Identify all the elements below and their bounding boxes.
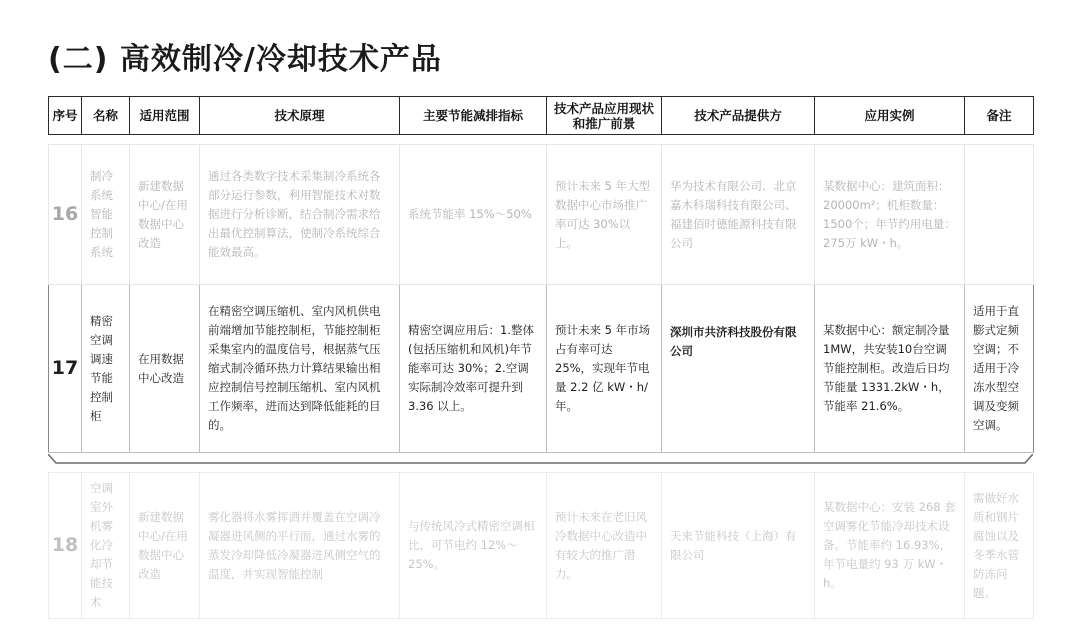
row-no: 16	[49, 145, 82, 285]
row-name: 制冷系统智能控制系统	[82, 145, 130, 285]
header-name: 名称	[82, 97, 130, 135]
row-scope: 新建数据中心/在用数据中心改造	[130, 473, 200, 619]
row-no: 17	[49, 285, 82, 453]
row-principle: 通过各类数字技术采集制冷系统各部分运行参数，利用智能技术对数据进行分析诊断，结合制冷需求给出最优控制算法，使制冷系统综合能效最高。	[200, 145, 400, 285]
row-example: 某数据中心：建筑面积：20000m²；机柜数量：1500个；年节约用电量：275万 kW・h。	[815, 145, 965, 285]
row-example: 某数据中心：安装 268 套空调雾化节能冷却技术设备。节能率约 16.93%，年节电量约 93 万 kW・h。	[815, 473, 965, 619]
row-scope: 在用数据中心改造	[130, 285, 200, 453]
product-table	[48, 96, 1034, 619]
row-provider: 天来节能科技（上海）有限公司	[662, 473, 815, 619]
table-row	[49, 473, 1034, 619]
header-principle: 技术原理	[200, 97, 400, 135]
page-title: (二) 高效制冷/冷却技术产品	[48, 42, 442, 77]
header-no: 序号	[49, 97, 82, 135]
row-principle: 在精密空调压缩机、室内风机供电前端增加节能控制柜，节能控制柜采集室内的温度信号，根据蒸气压缩式制冷循环热力计算结果输出相应控制信号控制压缩机、室内风机工作频率，进而达到降低能耗的目的。	[200, 285, 400, 453]
row-remark	[965, 145, 1034, 285]
row-example: 某数据中心：额定制冷量 1MW，共安装10台空调节能控制柜。改造后日均节能量 1331.2kW・h，节能率 21.6%。	[815, 285, 965, 453]
header-scope: 适用范围	[130, 97, 200, 135]
table-header-row	[49, 97, 1034, 135]
page-fold-edge	[48, 454, 1033, 466]
header-indicator: 主要节能减排指标	[400, 97, 547, 135]
header-prospect: 技术产品应用现状和推广前景	[547, 97, 662, 135]
row-indicator: 精密空调应用后：1.整体(包括压缩机和风机)年节能率可达 30%；2.空调实际制冷效率可提升到 3.36 以上。	[400, 285, 547, 453]
row-provider: 深圳市共济科技股份有限公司	[662, 285, 815, 453]
row-remark: 需做好水质和钢片腐蚀以及冬季水管防冻问题。	[965, 473, 1034, 619]
header-provider: 技术产品提供方	[662, 97, 815, 135]
row-name: 精密空调调速节能控制柜	[82, 285, 130, 453]
row-scope: 新建数据中心/在用数据中心改造	[130, 145, 200, 285]
table-row-highlighted	[49, 285, 1034, 453]
row-indicator: 系统节能率 15%～50%	[400, 145, 547, 285]
row-name: 空调室外机雾化冷却节能技术	[82, 473, 130, 619]
row-principle: 雾化器将水雾挥洒并覆盖在空调冷凝器进风侧的平行面，通过水雾的蒸发冷却降低冷凝器进风侧空气的温度，并实现智能控制	[200, 473, 400, 619]
table-row	[49, 145, 1034, 285]
row-remark: 适用于直膨式定频空调；不适用于冷冻水型空调及变频空调。	[965, 285, 1034, 453]
header-example: 应用实例	[815, 97, 965, 135]
row-prospect: 预计未来在老旧风冷数据中心改造中有较大的推广潜力。	[547, 473, 662, 619]
spacer-row	[49, 135, 1034, 145]
row-prospect: 预计未来 5 年大型数据中心市场推广率可达 30%以上。	[547, 145, 662, 285]
header-remark: 备注	[965, 97, 1034, 135]
row-no: 18	[49, 473, 82, 619]
row-prospect: 预计未来 5 年市场占有率可达 25%，实现年节电量 2.2 亿 kW・h/年。	[547, 285, 662, 453]
row-provider: 华为技术有限公司、北京嘉木科瑞科技有限公司、福建佰时德能源科技有限公司	[662, 145, 815, 285]
row-indicator: 与传统风冷式精密空调相比，可节电约 12%～25%。	[400, 473, 547, 619]
